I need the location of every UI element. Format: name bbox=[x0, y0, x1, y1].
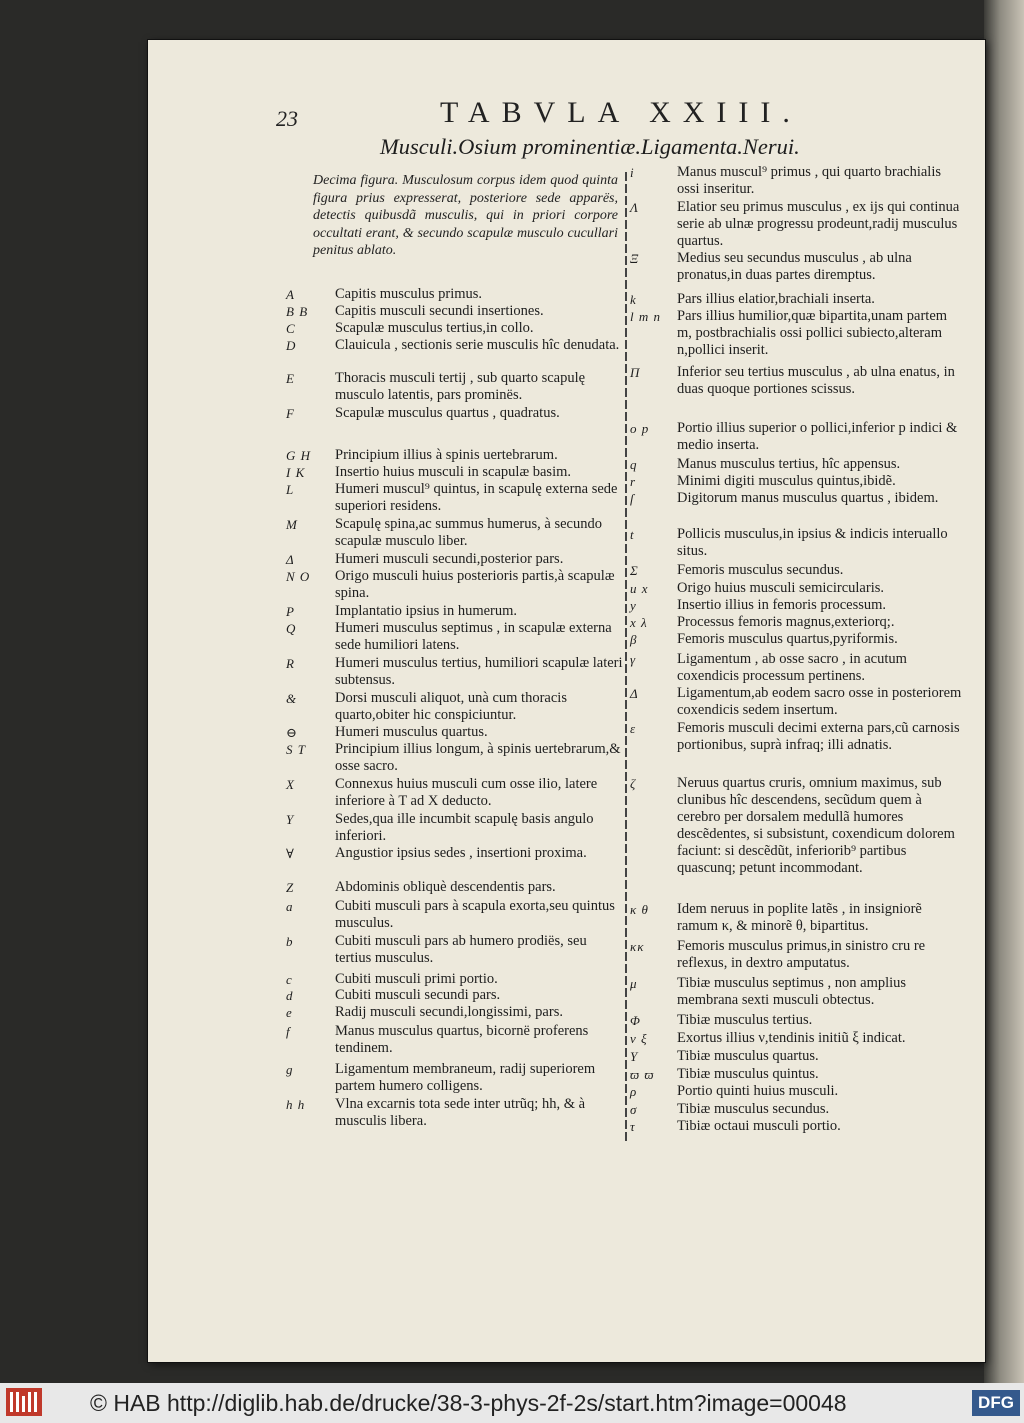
legend-text: Cubiti musculi pars ab humero prodiës, seu tertius musculus. bbox=[335, 933, 587, 966]
legend-key: κ θ bbox=[630, 902, 649, 917]
legend-text: Tibiæ musculus septimus , non amplius membrana sexti musculi obtectus. bbox=[677, 975, 907, 1008]
legend-text: Cubiti musculi pars à scapula exorta,seu quintus musculus. bbox=[335, 898, 615, 931]
legend-text: Manus musculus quartus, bicornë proferens tendinem. bbox=[335, 1023, 589, 1056]
legend-text: Inferior seu tertius musculus , ab ulna enatus, in duas quoque portiones scissus. bbox=[677, 364, 955, 397]
legend-text: Connexus huius musculi cum osse ilio, latere inferiore à T ad X deducto. bbox=[335, 776, 598, 809]
legend-text: Neruus quartus cruris, omnium maximus, sub clunibus hîc descendens, secũdum quem à cerebro per dorsalem medullã humores descẽdentes, si subsistunt, coxendicum dolorem faciunt: si descẽdũt, inferiorib⁹ partibus quascunq; petunt incommodant. bbox=[677, 775, 955, 876]
legend-text: Capitis musculi secundi insertiones. bbox=[335, 303, 544, 319]
legend-text: Humeri musculus quartus. bbox=[335, 724, 488, 740]
legend-key: γ bbox=[630, 652, 637, 667]
column-divider bbox=[625, 172, 627, 1142]
legend-key: t bbox=[630, 527, 635, 542]
legend-key: g bbox=[286, 1062, 294, 1077]
legend-text: Manus musculus tertius, hîc appensus. bbox=[677, 456, 901, 472]
legend-key: d bbox=[286, 988, 294, 1003]
figure-intro: Decima figura. Musculosum corpus idem quod quinta figura prius expresserat, posteriore sede apparës, detectis quibusdã musculis, qui in priori corpore occultati erant, & secundo scapulæ musculo cucullari penitus ablato. bbox=[313, 173, 618, 258]
legend-text: Portio illius superior o pollici,inferior p indici & medio inserta. bbox=[677, 420, 958, 453]
legend-text: Cubiti musculi primi portio. bbox=[335, 971, 498, 987]
legend-key: Δ bbox=[630, 686, 639, 701]
legend-key: κκ bbox=[630, 939, 645, 954]
legend-key: y bbox=[630, 598, 637, 613]
legend-text: Tibiæ musculus secundus. bbox=[677, 1101, 830, 1117]
legend-key: ν ξ bbox=[630, 1031, 648, 1046]
legend-key: C bbox=[286, 321, 296, 336]
legend-text: Scapulę spina,ac summus humerus, à secundo scapulæ musculo liber. bbox=[335, 516, 602, 549]
legend-text: Femoris musculus secundus. bbox=[677, 562, 844, 578]
legend-key: a bbox=[286, 899, 294, 914]
legend-text: Origo musculi huius posterioris partis,à scapulæ spina. bbox=[335, 568, 615, 601]
legend-text: Tibiæ musculus quartus. bbox=[677, 1048, 819, 1064]
legend-text: Digitorum manus musculus quartus , ibidem. bbox=[677, 490, 939, 506]
facing-page-edge bbox=[984, 0, 1024, 1383]
legend-text: Insertio huius musculi in scapulæ basim. bbox=[335, 464, 572, 480]
legend-text: Cubiti musculi secundi pars. bbox=[335, 987, 501, 1003]
legend-key: h h bbox=[286, 1097, 306, 1112]
legend-key: P bbox=[286, 604, 295, 619]
legend-text: Thoracis musculi tertij , sub quarto scapulę musculo latentis, pars prominës. bbox=[335, 370, 586, 403]
legend-text: Pars illius elatior,brachiali inserta. bbox=[677, 291, 875, 307]
legend-text: Tibiæ musculus quintus. bbox=[677, 1066, 819, 1082]
legend-key: σ bbox=[630, 1102, 638, 1117]
legend-key: τ bbox=[630, 1119, 636, 1134]
legend-key: ρ bbox=[630, 1084, 638, 1099]
legend-text: Origo huius musculi semicircularis. bbox=[677, 580, 884, 596]
legend-key: Φ bbox=[630, 1013, 641, 1028]
legend-text: Humeri muscul⁹ quintus, in scapulę externa sede superiori residens. bbox=[335, 481, 618, 514]
legend-text: Humeri musculus tertius, humiliori scapulæ lateri subtensus. bbox=[335, 655, 623, 688]
legend-key: β bbox=[630, 632, 638, 647]
legend-key: μ bbox=[630, 976, 638, 991]
legend-text: Idem neruus in poplite latẽs , in insigniorẽ ramum κ, & minorẽ θ, bipartitus. bbox=[677, 901, 922, 934]
legend-text: Principium illius longum, à spinis uertebrarum,& osse sacro. bbox=[335, 741, 621, 774]
legend-text: Capitis musculus primus. bbox=[335, 286, 483, 302]
legend-text: Tibiæ octaui musculi portio. bbox=[677, 1118, 841, 1134]
legend-key: Q bbox=[286, 621, 297, 636]
legend-key: I K bbox=[286, 465, 306, 480]
legend-key: k bbox=[630, 292, 637, 307]
legend-text: Femoris musculus primus,in sinistro cru re reflexus, in dextro amputatus. bbox=[677, 938, 926, 971]
legend-text: Ligamentum,ab eodem sacro osse in posteriorem coxendicis sedem insertum. bbox=[677, 685, 962, 718]
legend-key: D bbox=[286, 338, 297, 353]
legend-text: Scapulæ musculus tertius,in collo. bbox=[335, 320, 534, 336]
legend-text: Insertio illius in femoris processum. bbox=[677, 597, 887, 613]
legend-text: Abdominis obliquè descendentis pars. bbox=[335, 879, 556, 895]
legend-text: Ligamentum , ab osse sacro , in acutum coxendicis processum pertinens. bbox=[677, 651, 907, 684]
legend-key: E bbox=[286, 371, 295, 386]
legend-text: Radij musculi secundi,longissimi, pars. bbox=[335, 1004, 563, 1020]
legend-key: e bbox=[286, 1005, 293, 1020]
legend-key: N O bbox=[286, 569, 311, 584]
legend-key: ε bbox=[630, 721, 637, 736]
legend-text: Pars illius humilior,quæ bipartita,unam partem m, postbrachialis ossi pollici subiecto,alteram n,pollici inserit. bbox=[677, 308, 948, 358]
legend-key: q bbox=[630, 457, 638, 472]
legend-text: Vlna excarnis tota sede inter utrũq; hh, & à musculis libera. bbox=[335, 1096, 586, 1129]
copyright-url[interactable]: © HAB http://diglib.hab.de/drucke/38-3-phys-2f-2s/start.htm?image=00048 bbox=[90, 1390, 847, 1416]
legend-key: X bbox=[286, 777, 295, 792]
legend-text: Portio quinti huius musculi. bbox=[677, 1083, 839, 1099]
legend-key: ſ bbox=[630, 491, 635, 506]
legend-key: S T bbox=[286, 742, 306, 757]
legend-text: Sedes,qua ille incumbit scapulę basis angulo inferiori. bbox=[335, 811, 594, 844]
legend-key: c bbox=[286, 972, 293, 987]
legend-key: ζ bbox=[630, 776, 637, 791]
legend-key: o p bbox=[630, 421, 650, 436]
legend-key: i bbox=[630, 165, 635, 180]
legend-key: Σ bbox=[630, 563, 639, 578]
dfg-logo: DFG bbox=[972, 1390, 1020, 1416]
legend-text: Humeri musculus septimus , in scapulæ externa sede humiliori latens. bbox=[335, 620, 612, 653]
legend-key: f bbox=[286, 1024, 291, 1039]
hab-logo-icon bbox=[6, 1388, 42, 1416]
legend-text: Dorsi musculi aliquot, unà cum thoracis quarto,obiter hic conspiciuntur. bbox=[335, 690, 567, 723]
legend-text: Implantatio ipsius in humerum. bbox=[335, 603, 518, 619]
legend-key: Υ bbox=[630, 1049, 639, 1064]
legend-text: Elatior seu primus musculus , ex ijs qui continua serie ab ulnæ progressu prodeunt,radij musculus quartus. bbox=[677, 199, 960, 249]
legend-key: Λ bbox=[630, 200, 639, 215]
legend-key: l m n bbox=[630, 309, 661, 324]
legend-key: Ξ bbox=[630, 251, 640, 266]
legend-key: M bbox=[286, 517, 298, 532]
legend-text: Ligamentum membraneum, radij superiorem partem humero colligens. bbox=[335, 1061, 596, 1094]
legend-text: Femoris musculus quartus,pyriformis. bbox=[677, 631, 898, 647]
legend-text: Pollicis musculus,in ipsius & indicis interuallo situs. bbox=[677, 526, 948, 559]
legend-key: Z bbox=[286, 880, 295, 895]
legend-text: Humeri musculi secundi,posterior pars. bbox=[335, 551, 564, 567]
page-subtitle: Musculi.Osium prominentiæ.Ligamenta.Nerui. bbox=[380, 134, 800, 159]
legend-key: b bbox=[286, 934, 294, 949]
legend-key: F bbox=[286, 406, 295, 421]
legend-key: & bbox=[286, 691, 298, 706]
legend-key: r bbox=[630, 474, 637, 489]
legend-text: Processus femoris magnus,exteriorq;. bbox=[677, 614, 895, 630]
legend-key: Π bbox=[630, 365, 641, 380]
legend-text: Principium illius à spinis uertebrarum. bbox=[335, 447, 558, 463]
legend-text: Scapulæ musculus quartus , quadratus. bbox=[335, 405, 560, 421]
legend-key: ϖ ϖ bbox=[630, 1067, 655, 1082]
legend-text: Minimi digiti musculus quintus,ibidẽ. bbox=[677, 473, 896, 489]
legend-text: Medius seu secundus musculus , ab ulna pronatus,in duas partes diremptus. bbox=[677, 250, 912, 283]
legend-text: Manus muscul⁹ primus , qui quarto brachialis ossi inseritur. bbox=[677, 164, 942, 197]
legend-text: Femoris musculi decimi externa pars,cũ carnosis portionibus, suprà infraq; illi adnatis. bbox=[677, 720, 960, 753]
legend-key: L bbox=[286, 482, 295, 497]
legend-text: Angustior ipsius sedes , insertioni proxima. bbox=[335, 845, 587, 861]
legend-text: Clauicula , sectionis serie musculis hîc denudata. bbox=[335, 337, 620, 353]
page-number: 23 bbox=[276, 106, 298, 131]
legend-key: B B bbox=[286, 304, 309, 319]
legend-text: Tibiæ musculus tertius. bbox=[677, 1012, 813, 1028]
legend-key: x λ bbox=[630, 615, 648, 630]
legend-key: u x bbox=[630, 581, 649, 596]
legend-key: A bbox=[286, 287, 295, 302]
legend-key: ⊖ bbox=[286, 725, 298, 740]
legend-key: G H bbox=[286, 448, 312, 463]
page-title: TABVLA XXIII. bbox=[440, 96, 802, 129]
legend-key: ∀ bbox=[286, 846, 295, 861]
legend-text: Exortus illius ν,tendinis initiũ ξ indicat. bbox=[677, 1030, 906, 1046]
legend-key: Δ bbox=[286, 552, 295, 567]
legend-key: Y bbox=[286, 812, 295, 827]
legend-key: R bbox=[286, 656, 295, 671]
